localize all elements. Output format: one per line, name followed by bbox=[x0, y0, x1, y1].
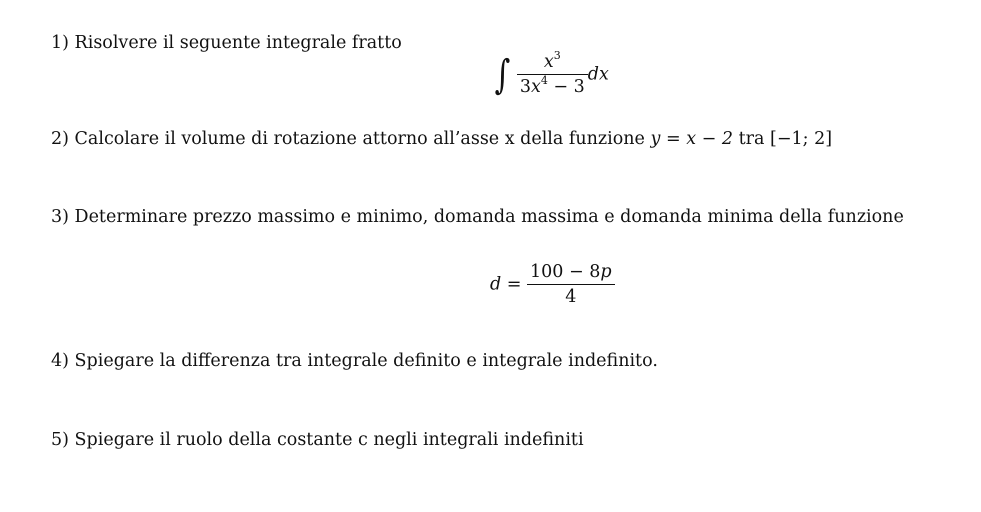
exercise-2-number: 2) bbox=[51, 129, 69, 149]
integral-fraction bbox=[517, 49, 588, 97]
demand-formula-lhs: d bbox=[490, 274, 502, 295]
integral-sign-icon: ∫ bbox=[494, 51, 511, 98]
integral-numerator-base: x bbox=[543, 52, 554, 72]
integral-numerator bbox=[517, 49, 588, 75]
integral-numerator-exponent: 3 bbox=[553, 49, 561, 62]
exercise-1 bbox=[51, 32, 402, 54]
exercise-2-text: Calcolare il volume di rotazione attorno all’asse x della funzione bbox=[74, 129, 645, 149]
integral-denominator-coefficient: 3 bbox=[519, 77, 531, 97]
integral-denominator-base: x bbox=[530, 77, 541, 97]
integral-denominator-rest: − 3 bbox=[547, 77, 585, 97]
exercise-3 bbox=[51, 206, 904, 228]
demand-numerator-variable: p bbox=[600, 262, 612, 282]
exercise-2-equals: = bbox=[665, 129, 681, 149]
integral-denominator-exponent: 4 bbox=[540, 74, 548, 87]
exercise-5 bbox=[51, 429, 584, 451]
exercise-2-function-lhs: y bbox=[650, 129, 661, 149]
exercise-2-connector: tra bbox=[738, 129, 765, 149]
demand-numerator-constant: 100 − 8 bbox=[530, 262, 601, 282]
demand-fraction bbox=[527, 262, 615, 307]
exercise-3-text: Determinare prezzo massimo e minimo, domanda massima e domanda minima della funzione bbox=[74, 207, 904, 227]
exercise-1-number: 1) bbox=[51, 33, 69, 53]
exercise-4-number: 4) bbox=[51, 351, 69, 371]
exercise-2-function-rhs: x − 2 bbox=[686, 129, 733, 149]
demand-formula-equals: = bbox=[506, 274, 522, 295]
exercise-5-number: 5) bbox=[51, 430, 69, 450]
integral-formula bbox=[492, 49, 609, 98]
exercise-2 bbox=[51, 128, 832, 150]
exercise-4-text: Spiegare la differenza tra integrale definito e integrale indefinito. bbox=[74, 351, 658, 371]
exercise-4 bbox=[51, 350, 658, 372]
exercise-3-number: 3) bbox=[51, 207, 69, 227]
demand-denominator: 4 bbox=[565, 287, 577, 307]
integral-differential: dx bbox=[587, 64, 609, 85]
exercise-2-interval: [−1; 2] bbox=[770, 129, 833, 149]
exercise-5-text: Spiegare il ruolo della costante c negli integrali indefiniti bbox=[74, 430, 584, 450]
demand-formula bbox=[490, 262, 615, 307]
exercise-1-text: Risolvere il seguente integrale fratto bbox=[74, 33, 402, 53]
integral-denominator bbox=[517, 75, 588, 97]
demand-numerator bbox=[527, 262, 615, 285]
